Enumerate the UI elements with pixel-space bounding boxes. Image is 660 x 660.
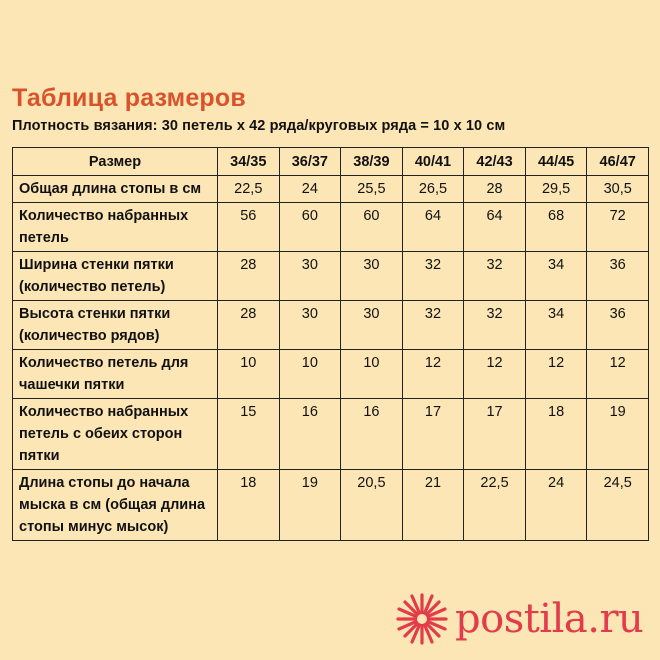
table-cell: 30 (341, 301, 403, 350)
table-cell: 64 (402, 203, 464, 252)
table-cell: 28 (218, 301, 280, 350)
table-cell: 12 (525, 350, 587, 399)
row-label: Количество набранных петель с обеих сторон пятки (13, 399, 218, 470)
table-cell: 30,5 (587, 176, 649, 203)
table-cell: 72 (587, 203, 649, 252)
table-cell: 21 (402, 470, 464, 541)
table-cell: 22,5 (218, 176, 280, 203)
table-cell: 18 (525, 399, 587, 470)
table-cell: 25,5 (341, 176, 403, 203)
row-label: Ширина стенки пятки (количество петель) (13, 252, 218, 301)
table-cell: 10 (279, 350, 341, 399)
table-cell: 36 (587, 301, 649, 350)
table-cell: 24 (525, 470, 587, 541)
knitting-gauge-subtitle: Плотность вязания: 30 петель х 42 ряда/круговых ряда = 10 х 10 см (12, 118, 506, 134)
table-cell: 32 (464, 301, 526, 350)
column-header: 36/37 (279, 148, 341, 176)
column-header-size: Размер (13, 148, 218, 176)
column-header: 46/47 (587, 148, 649, 176)
table-cell: 12 (464, 350, 526, 399)
table-cell: 60 (279, 203, 341, 252)
table-cell: 12 (587, 350, 649, 399)
table-cell: 34 (525, 252, 587, 301)
table-cell: 26,5 (402, 176, 464, 203)
table-cell: 29,5 (525, 176, 587, 203)
table-cell: 68 (525, 203, 587, 252)
size-table (12, 147, 649, 541)
row-label: Количество петель для чашечки пятки (13, 350, 218, 399)
column-header: 38/39 (341, 148, 403, 176)
row-label: Длина стопы до начала мыска в см (общая длина стопы минус мысок) (13, 470, 218, 541)
table-cell: 56 (218, 203, 280, 252)
column-header: 40/41 (402, 148, 464, 176)
table-cell: 60 (341, 203, 403, 252)
row-label: Общая длина стопы в см (13, 176, 218, 203)
table-row (13, 350, 649, 399)
table-cell: 18 (218, 470, 280, 541)
table-cell: 28 (218, 252, 280, 301)
column-header: 44/45 (525, 148, 587, 176)
postila-watermark (393, 590, 643, 648)
table-cell: 17 (464, 399, 526, 470)
table-row (13, 470, 649, 541)
table-row (13, 176, 649, 203)
table-cell: 30 (279, 301, 341, 350)
table-row (13, 252, 649, 301)
table-row (13, 203, 649, 252)
table-cell: 64 (464, 203, 526, 252)
table-cell: 34 (525, 301, 587, 350)
column-header: 42/43 (464, 148, 526, 176)
row-label: Количество набранных петель (13, 203, 218, 252)
table-cell: 32 (402, 301, 464, 350)
table-cell: 30 (279, 252, 341, 301)
column-header: 34/35 (218, 148, 280, 176)
table-cell: 10 (341, 350, 403, 399)
table-cell: 24,5 (587, 470, 649, 541)
table-cell: 17 (402, 399, 464, 470)
postila-logo-text: postila.ru (455, 596, 644, 642)
table-row (13, 399, 649, 470)
table-cell: 19 (279, 470, 341, 541)
postila-logo-icon (393, 590, 451, 648)
table-cell: 16 (341, 399, 403, 470)
table-cell: 16 (279, 399, 341, 470)
table-header-row (13, 148, 649, 176)
table-row (13, 301, 649, 350)
table-cell: 28 (464, 176, 526, 203)
table-cell: 15 (218, 399, 280, 470)
table-cell: 32 (402, 252, 464, 301)
table-cell: 32 (464, 252, 526, 301)
table-cell: 12 (402, 350, 464, 399)
table-cell: 36 (587, 252, 649, 301)
table-cell: 24 (279, 176, 341, 203)
table-cell: 30 (341, 252, 403, 301)
page-title: Таблица размеров (12, 84, 246, 112)
row-label: Высота стенки пятки (количество рядов) (13, 301, 218, 350)
table-cell: 20,5 (341, 470, 403, 541)
table-cell: 10 (218, 350, 280, 399)
table-cell: 19 (587, 399, 649, 470)
table-cell: 22,5 (464, 470, 526, 541)
